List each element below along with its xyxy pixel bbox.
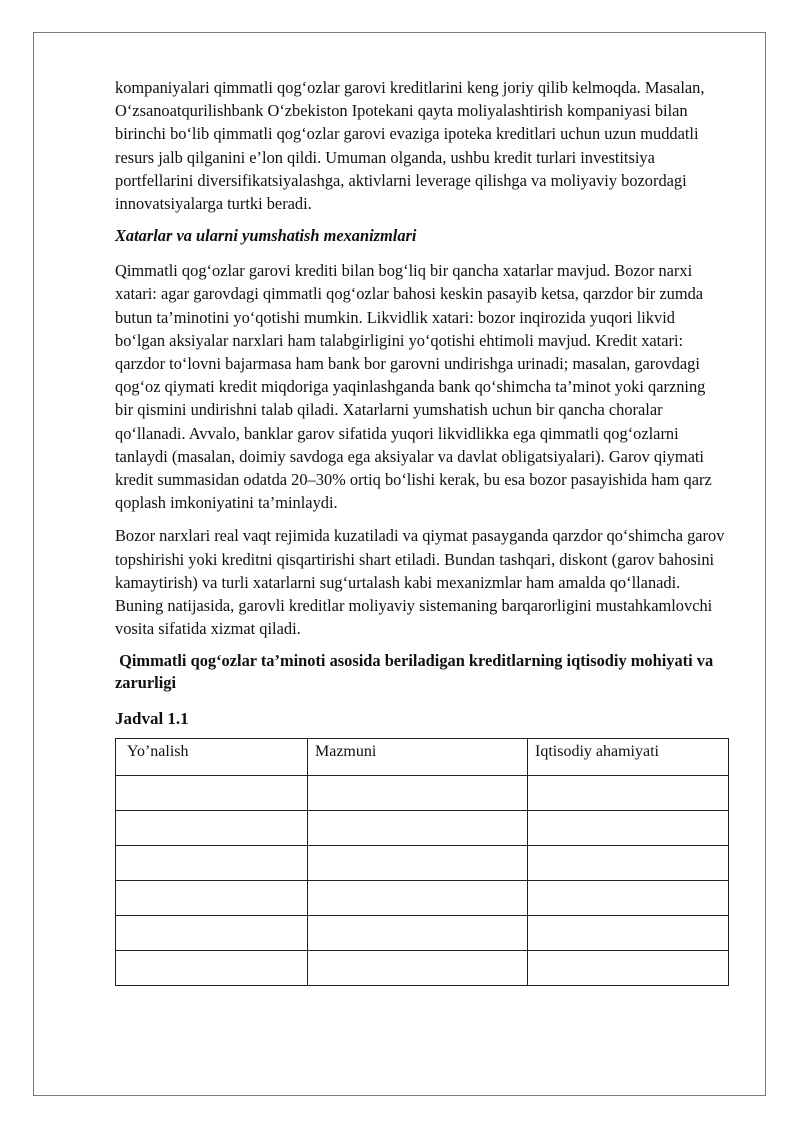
table-header-cell: Mazmuni — [308, 739, 528, 776]
table-caption: Jadval 1.1 — [115, 709, 189, 729]
table-cell — [116, 811, 308, 846]
table-cell — [528, 916, 729, 951]
table-row — [116, 776, 729, 811]
table-cell — [528, 881, 729, 916]
table-row — [116, 951, 729, 986]
table-header-cell: Iqtisodiy ahamiyati — [528, 739, 729, 776]
paragraph-risks-1: Qimmatli qog‘ozlar garovi krediti bilan bog‘liq bir qancha xatarlar mavjud. Bozor narxi xatari: agar garovdagi qimmatli qog‘ozlar bahosi keskin pasayib ketsa, qarzdor bir zumda butun ta’minotini yo‘qotishi mumkin. Likvidlik xatari: bozor inqirozida yuqori likvid bo‘lgan aksiyalar narxlari ham talabgirligini yo‘qotishi ehtimoli mavjud. Kredit xatari: qarzdor to‘lovni bajarmasa ham bank bor garovni undirishga urinadi; masalan, garovdagi qog‘oz qiymati kredit miqdoriga yaqinlashganda bank qo‘shimcha ta’minot yoki qarzning bir qismini undirishni talab qiladi. Xatarlarni yumshatish uchun bir qancha choralar qo‘llanadi. Avvalo, banklar garov sifatida yuqori likvidlikka ega qimmatli qog‘ozlarni tanlaydi (masalan, doimiy savdoga ega aksiyalar va davlat obligatsiyalari). Garov qiymati kredit summasidan odatda 20–30% ortiq bo‘lishi kerak, bu esa bozor pasayishida ham qarz qoplash imkoniyatini ta’minlaydi. — [115, 261, 712, 513]
table-row — [116, 811, 729, 846]
table-cell — [116, 951, 308, 986]
table-cell — [308, 916, 528, 951]
table-row — [116, 846, 729, 881]
table-row — [116, 916, 729, 951]
table-header-cell: Yo’nalish — [116, 739, 308, 776]
data-table — [115, 738, 729, 986]
table-cell — [308, 776, 528, 811]
table-cell — [116, 881, 308, 916]
table-cell — [528, 776, 729, 811]
table-cell — [116, 846, 308, 881]
table-cell — [308, 881, 528, 916]
table-cell — [528, 811, 729, 846]
section-heading: Xatarlar va ularni yumshatish mexanizmlari — [115, 226, 417, 246]
table-cell — [308, 951, 528, 986]
table-header-row — [116, 739, 729, 776]
table-cell — [308, 811, 528, 846]
paragraph-risks-2: Bozor narxlari real vaqt rejimida kuzatiladi va qiymat pasayganda qarzdor qo‘shimcha garov topshirishi yoki kreditni qisqartirishi shart etiladi. Bundan tashqari, diskont (garov bahosini kamaytirish) va turli xatarlarni sug‘urtalash kabi mexanizmlar ham amalda qo‘llanadi. Buning natijasida, garovli kreditlar moliyaviy sistemaning barqarorligini mustahkamlovchi vosita sifatida xizmat qiladi. — [115, 526, 725, 639]
table-cell — [528, 951, 729, 986]
table-row — [116, 881, 729, 916]
document-content — [115, 76, 727, 986]
table-cell — [308, 846, 528, 881]
chapter-heading: Qimmatli qog‘ozlar ta’minoti asosida beriladigan kreditlarning iqtisodiy mohiyati va zarurligi — [115, 651, 718, 693]
table-cell — [116, 776, 308, 811]
table-cell — [528, 846, 729, 881]
paragraph-intro: kompaniyalari qimmatli qog‘ozlar garovi kreditlarini keng joriy qilib kelmoqda. Masalan, O‘zsanoatqurilishbank O‘zbekiston Ipotekani qayta moliyalashtirish kompaniyasi bilan birinchi bo‘lib qimmatli qog‘ozlar garovi evaziga ipoteka kreditlari uchun uzun muddatli resurs jalb qilganini e’lon qildi. Umuman olganda, ushbu kredit turlari investitsiya portfellarini diversifikatsiyalashga, aktivlarni leverage qilishga va moliyaviy bozordagi innovatsiyalarga turtki beradi. — [115, 78, 705, 214]
table-cell — [116, 916, 308, 951]
